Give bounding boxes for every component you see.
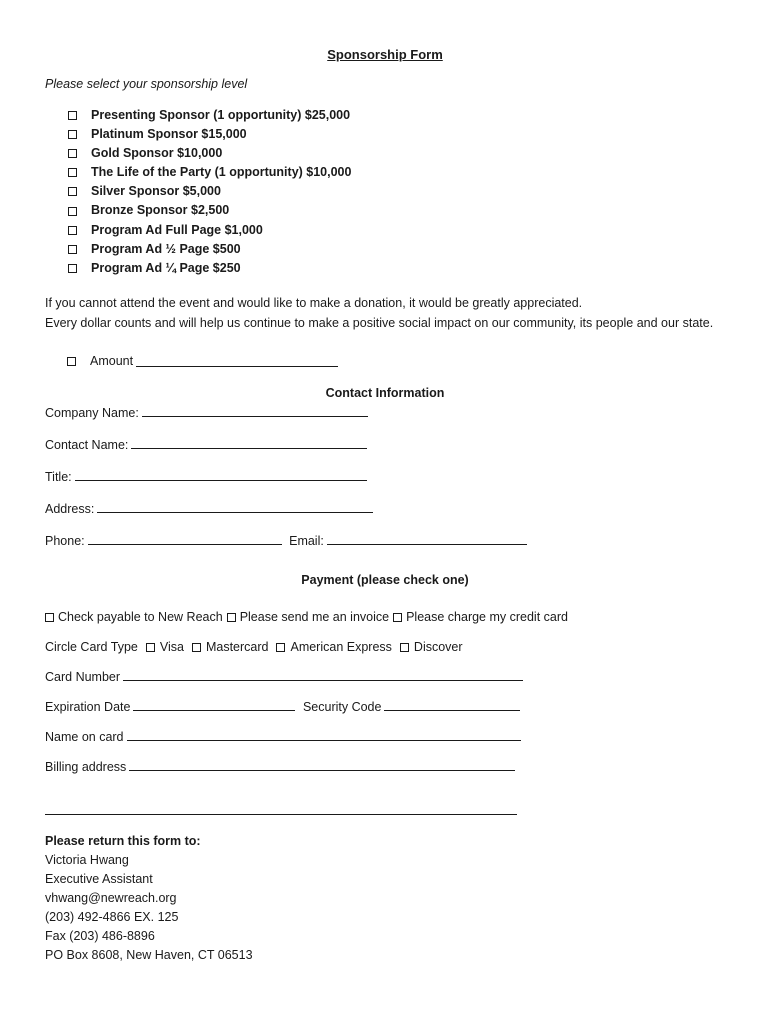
option-label: The Life of the Party (1 opportunity) $10,000 [91,165,352,180]
invoice-checkbox[interactable] [227,613,236,622]
payment-option-label: Check payable to New Reach [58,610,223,624]
checkbox[interactable] [68,226,77,235]
check-payment-checkbox[interactable] [45,613,54,622]
donation-text-1: If you cannot attend the event and would like to make a donation, it would be greatly appreciated. [45,296,583,310]
company-name-row [45,405,368,420]
checkbox[interactable] [68,264,77,273]
checkbox[interactable] [68,130,77,139]
discover-checkbox[interactable] [400,643,409,652]
visa-checkbox[interactable] [146,643,155,652]
option-label: Program Ad Full Page $1,000 [91,222,263,237]
address-row [45,501,373,516]
checkbox[interactable] [68,207,77,216]
phone-label: Phone: [45,534,85,548]
sponsorship-option[interactable] [68,163,351,182]
title-label: Title: [45,470,72,484]
donation-text-2: Every dollar counts and will help us continue to make a positive social impact on our community, its people and our state. [45,316,714,330]
contact-name-row [45,437,367,452]
amount-label: Amount [90,354,134,368]
expiration-field[interactable] [133,699,295,711]
payment-method-row [45,610,568,624]
address-label: Address: [45,502,95,516]
card-type-label: Circle Card Type [45,640,138,654]
amount-field[interactable] [136,355,338,367]
sponsorship-option[interactable] [68,106,351,125]
contact-heading: Contact Information [325,386,445,400]
name-on-card-label: Name on card [45,730,124,744]
card-number-label: Card Number [45,670,121,684]
checkbox[interactable] [68,187,77,196]
return-phone: (203) 492-4866 EX. 125 [45,910,179,924]
phone-email-row [45,533,527,548]
billing-address-label: Billing address [45,760,127,774]
option-label: Gold Sponsor $10,000 [91,146,223,161]
sponsorship-option[interactable] [68,259,351,278]
return-heading: Please return this form to: [45,834,201,848]
return-email: vhwang@newreach.org [45,891,177,905]
amount-checkbox[interactable] [67,357,76,366]
card-type-option: American Express [290,640,392,654]
card-type-option: Discover [413,640,463,654]
sponsorship-option[interactable] [68,240,351,259]
email-label: Email: [289,534,324,548]
security-code-field[interactable] [384,699,520,711]
card-number-row [45,669,523,684]
title-row [45,469,367,484]
checkbox[interactable] [68,149,77,158]
credit-card-checkbox[interactable] [393,613,402,622]
card-type-row [45,640,463,654]
sponsorship-option[interactable] [68,201,351,220]
title-field[interactable] [75,469,367,481]
expiration-label: Expiration Date [45,700,131,714]
donation-amount-row [67,354,338,368]
return-role: Executive Assistant [45,872,153,886]
return-fax: Fax (203) 486-8896 [45,929,155,943]
option-label: Program Ad ¼ Page $250 [91,260,241,275]
email-field[interactable] [327,533,527,545]
sponsorship-option[interactable] [68,144,351,163]
sponsorship-level-list [68,106,351,278]
name-on-card-row [45,729,521,744]
card-type-option: Mastercard [205,640,269,654]
payment-heading: Payment (please check one) [301,573,469,587]
payment-option-label: Please charge my credit card [406,610,568,624]
amex-checkbox[interactable] [276,643,285,652]
return-address: PO Box 8608, New Haven, CT 06513 [45,948,253,962]
company-name-field[interactable] [142,405,368,417]
card-type-option: Visa [159,640,184,654]
security-code-label: Security Code [302,700,382,714]
option-label: Platinum Sponsor $15,000 [91,127,247,142]
contact-name-label: Contact Name: [45,438,129,452]
address-field[interactable] [97,501,373,513]
return-name: Victoria Hwang [45,853,129,867]
option-label: Silver Sponsor $5,000 [91,184,221,199]
billing-address-row [45,759,515,774]
signature-line[interactable] [45,806,517,815]
sponsorship-option[interactable] [68,182,351,201]
card-number-field[interactable] [123,669,523,681]
form-intro: Please select your sponsorship level [45,77,248,91]
contact-name-field[interactable] [131,437,367,449]
checkbox[interactable] [68,111,77,120]
payment-option-label: Please send me an invoice [239,610,390,624]
checkbox[interactable] [68,245,77,254]
billing-address-field[interactable] [129,759,515,771]
phone-field[interactable] [88,533,282,545]
sponsorship-option[interactable] [68,125,351,144]
company-name-label: Company Name: [45,406,139,420]
name-on-card-field[interactable] [127,729,521,741]
option-label: Presenting Sponsor (1 opportunity) $25,000 [91,108,351,122]
option-label: Bronze Sponsor $2,500 [91,203,230,218]
mastercard-checkbox[interactable] [192,643,201,652]
checkbox[interactable] [68,168,77,177]
expiration-row [45,699,520,714]
form-title: Sponsorship Form [327,47,443,62]
sponsorship-option[interactable] [68,221,351,240]
option-label: Program Ad ½ Page $500 [91,241,241,256]
